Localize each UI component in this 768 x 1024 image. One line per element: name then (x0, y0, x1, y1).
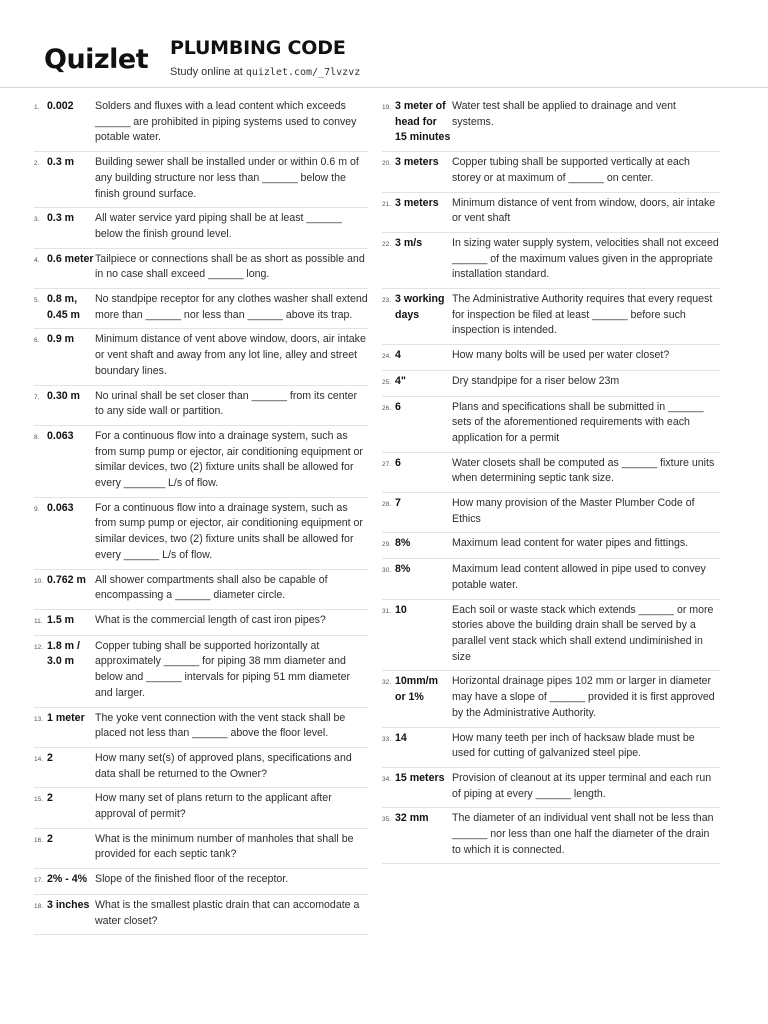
term-number: 3. (34, 216, 40, 224)
term-definition: Minimum distance of vent above window, doors, air intake or vent shaft and away from any lot line, alley and street boundary lines. (95, 333, 366, 377)
term-row (382, 345, 720, 371)
left-term-column (34, 96, 368, 935)
term-answer: 2 (47, 832, 53, 845)
term-row (34, 570, 368, 610)
term-row (382, 559, 720, 599)
term-answer: 6 (395, 456, 401, 469)
term-definition: What is the smallest plastic drain that can accomodate a water closet? (95, 898, 360, 927)
term-row (34, 895, 368, 935)
term-row (382, 233, 720, 289)
term-row (34, 610, 368, 636)
page-title: PLUMBING CODE (170, 37, 346, 59)
term-row (382, 96, 720, 152)
term-definition: How many set(s) of approved plans, specifications and data shall be returned to the Owner? (95, 751, 352, 780)
term-row (34, 249, 368, 289)
term-number: 15. (34, 796, 44, 804)
term-row (382, 289, 720, 345)
term-definition: Slope of the finished floor of the receptor. (95, 873, 289, 886)
term-row (34, 96, 368, 152)
study-url-link[interactable]: quizlet.com/_7lvzvz (245, 67, 361, 78)
term-number: 6. (34, 337, 40, 345)
term-answer: 7 (395, 497, 401, 510)
term-definition: Tailpiece or connections shall be as short as possible and in no case shall exceed ______ long. (95, 252, 365, 281)
term-number: 2. (34, 160, 40, 168)
term-answer: 3 meters (395, 196, 439, 209)
term-row (34, 152, 368, 208)
term-definition: Water test shall be applied to drainage and vent systems. (452, 100, 676, 128)
term-row (34, 869, 368, 895)
term-number: 4. (34, 256, 40, 264)
term-number: 26. (382, 404, 392, 412)
term-definition: Water closets shall be computed as ______ fixture units when determining septic tank size. (452, 456, 715, 485)
term-answer: 0.3 m (47, 212, 75, 225)
term-row (382, 728, 720, 768)
term-number: 28. (382, 501, 392, 509)
term-number: 35. (382, 816, 392, 824)
term-definition: The Administrative Authority requires that every request for inspection be filed at least ______ before such inspection is intended. (452, 293, 713, 337)
term-answer: 0.3 m (47, 156, 75, 169)
term-definition: Copper tubing shall be supported horizontally at approximately ______ for piping 38 mm diameter and below and ______ intervals for piping 51 mm diameter and larger. (95, 639, 350, 699)
term-number: 13. (34, 715, 44, 723)
term-definition: Minimum distance of vent from window, doors, air intake or vent shaft (452, 196, 716, 225)
term-answer: 6 (395, 400, 401, 413)
term-answer: 0.8 m, 0.45 m (47, 293, 80, 321)
term-number: 27. (382, 460, 392, 468)
term-number: 16. (34, 836, 44, 844)
term-definition: Maximum lead content for water pipes and fittings. (452, 537, 689, 550)
term-row (382, 533, 720, 559)
term-answer: 3 m/s (395, 236, 423, 249)
term-answer: 3 working days (395, 293, 445, 321)
term-answer: 0.6 meter (47, 252, 94, 265)
term-answer: 8% (395, 537, 411, 550)
term-answer: 32 mm (395, 812, 429, 825)
term-row (382, 671, 720, 727)
term-row (34, 208, 368, 248)
term-definition: How many teeth per inch of hacksaw blade must be used for cutting of galvanized steel pipe. (452, 731, 695, 760)
term-definition: Plans and specifications shall be submitted in ______ sets of the aforementioned requirements with each application for a permit (452, 400, 704, 444)
term-definition: Building sewer shall be installed under or within 0.6 m of any building structure nor less than ______ below the finish ground surface. (95, 156, 359, 200)
term-row (382, 768, 720, 808)
term-number: 22. (382, 240, 392, 248)
term-row (34, 329, 368, 385)
term-answer: 8% (395, 563, 411, 576)
study-online-label: Study online at (170, 66, 246, 78)
term-number: 30. (382, 567, 392, 575)
term-definition: All water service yard piping shall be at least ______ below the finish ground level. (95, 212, 342, 240)
term-answer: 0.063 (47, 429, 74, 442)
term-definition: Horizontal drainage pipes 102 mm or larger in diameter may have a slope of ______ provided it is first approved by the Administrative Authority. (452, 675, 715, 719)
term-definition: No standpipe receptor for any clothes washer shall extend more than ______ nor less than ______ above its trap. (95, 293, 368, 321)
term-row (34, 829, 368, 869)
term-answer: 3 inches (47, 898, 90, 911)
term-answer: 0.30 m (47, 389, 80, 402)
term-answer: 3 meter of head for 15 minutes (395, 100, 451, 144)
term-number: 8. (34, 433, 40, 441)
term-definition: For a continuous flow into a drainage system, such as from sump pump or ejector, air conditioning equipment or similar devices, two (2) fixture units shall be allowed for every _______ L/s of flow. (95, 429, 363, 490)
document-header (0, 0, 768, 88)
term-row (382, 371, 720, 397)
term-answer: 10 (395, 603, 407, 616)
term-number: 20. (382, 160, 392, 168)
term-row (382, 397, 720, 453)
term-number: 34. (382, 775, 392, 783)
term-answer: 0.762 m (47, 573, 86, 586)
term-definition: How many set of plans return to the applicant after approval of permit? (95, 792, 332, 821)
term-answer: 3 meters (395, 156, 439, 169)
term-definition: Provision of cleanout at its upper terminal and each run of piping at every ______ length. (452, 771, 712, 800)
term-definition: Solders and fluxes with a lead content which exceeds ______ are prohibited in piping systems used to convey potable water. (95, 100, 357, 144)
term-row (34, 748, 368, 788)
term-number: 23. (382, 297, 392, 305)
term-number: 25. (382, 378, 392, 386)
term-answer: 2 (47, 792, 53, 805)
right-term-column (382, 96, 720, 864)
term-definition: What is the minimum number of manholes that shall be provided for each septic tank? (95, 832, 354, 861)
term-row (34, 386, 368, 426)
term-definition: No urinal shall be set closer than ______ from its center to any side wall or partition. (95, 389, 358, 418)
term-number: 7. (34, 393, 40, 401)
term-answer: 0.063 (47, 501, 74, 514)
term-definition: In sizing water supply system, velocities shall not exceed ______ of the maximum values given in the appropriate installation standard. (452, 236, 719, 281)
term-answer: 0.002 (47, 100, 74, 112)
term-definition: Copper tubing shall be supported vertically at each storey or at maximum of ______ on center. (452, 156, 690, 184)
term-number: 33. (382, 735, 392, 743)
term-row (382, 453, 720, 493)
term-number: 5. (34, 297, 40, 305)
term-number: 12. (34, 643, 44, 651)
term-row (34, 708, 368, 748)
term-definition: Maximum lead content allowed in pipe used to convey potable water. (452, 563, 706, 591)
term-answer: 1 meter (47, 711, 85, 724)
study-online-line (170, 66, 360, 78)
term-number: 31. (382, 607, 392, 615)
term-answer: 15 meters (395, 771, 445, 784)
term-number: 24. (382, 353, 392, 361)
term-definition: How many provision of the Master Plumber Code of Ethics (452, 497, 695, 525)
term-definition: The yoke vent connection with the vent stack shall be placed not less than ______ above the floor level. (95, 711, 346, 740)
term-number: 11. (34, 617, 43, 625)
term-row (382, 152, 720, 192)
term-number: 17. (34, 877, 44, 885)
term-answer: 4 (395, 349, 401, 362)
term-row (382, 493, 720, 533)
term-number: 32. (382, 679, 392, 687)
term-answer: 4" (395, 374, 406, 387)
term-answer: 1.8 m / 3.0 m (47, 639, 80, 668)
term-definition: All shower compartments shall also be capable of encompassing a ______ diameter circle. (95, 573, 328, 602)
term-answer: 0.9 m (47, 333, 75, 346)
term-answer: 10mm/m or 1% (395, 675, 438, 704)
term-definition: Each soil or waste stack which extends ______ or more stories above the building drain shall be served by a parallel vent stack which shall extend undiminished in size (452, 603, 714, 663)
term-number: 10. (34, 577, 44, 585)
term-row (382, 600, 720, 672)
term-number: 14. (34, 755, 44, 763)
term-answer: 2% - 4% (47, 873, 88, 886)
term-row (382, 193, 720, 233)
term-number: 1. (34, 104, 40, 111)
term-row (34, 289, 368, 329)
term-definition: The diameter of an individual vent shall not be less than ______ nor less than one half the diameter of the drain to which it is connected. (452, 812, 714, 856)
term-number: 19. (382, 104, 392, 111)
term-definition: For a continuous flow into a drainage system, such as from sump pump or ejector, air conditioning equipment or similar devices, two (2) fixture units shall be allowed for every ______ L/s of flow. (95, 501, 363, 561)
term-definition: How many bolts will be used per water closet? (452, 349, 670, 362)
term-answer: 14 (395, 731, 407, 744)
term-row (34, 636, 368, 708)
quizlet-logo: Quizlet (44, 44, 149, 75)
term-number: 9. (34, 505, 40, 513)
term-row (382, 808, 720, 864)
term-answer: 2 (47, 751, 53, 764)
term-definition: What is the commercial length of cast iron pipes? (95, 613, 326, 626)
term-row (34, 426, 368, 498)
term-row (34, 788, 368, 828)
term-number: 21. (382, 200, 392, 208)
term-number: 18. (34, 902, 44, 910)
term-row (34, 498, 368, 570)
term-number: 29. (382, 541, 392, 549)
term-definition: Dry standpipe for a riser below 23m (452, 374, 620, 387)
term-answer: 1.5 m (47, 613, 75, 626)
